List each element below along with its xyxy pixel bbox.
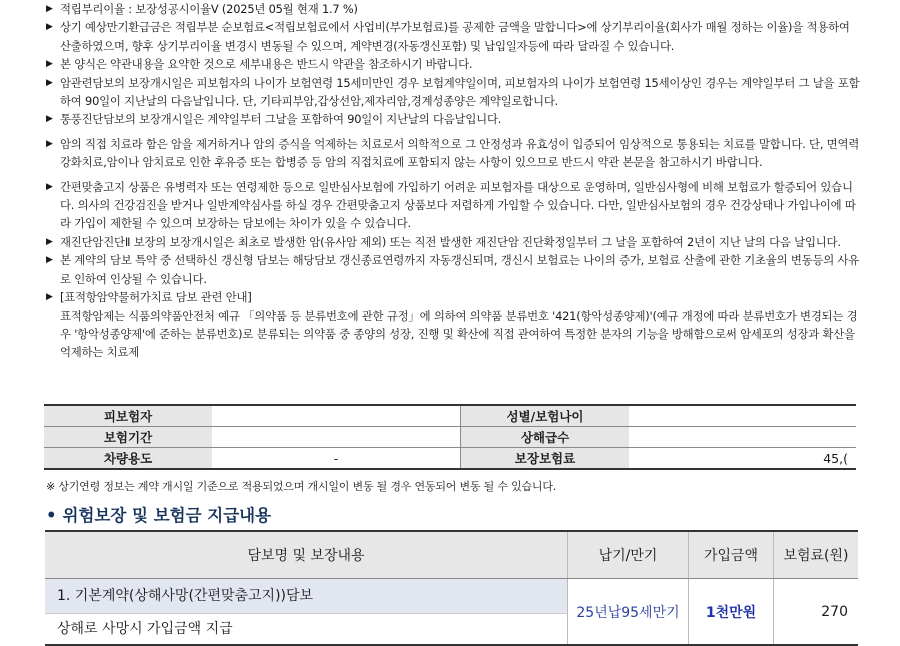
note-item: ▶ 본 양식은 약관내용을 요약한 것으로 세부내용은 반드시 약관을 참조하시기 바랍니다. — [42, 55, 860, 73]
footnote: ※ 상기연령 정보는 계약 개시일 기준으로 적용되었으며 개시일이 변동 될 경우 연동되어 변동 될 수 있습니다. — [46, 480, 557, 493]
triangle-bullet-icon: ▶ — [46, 77, 53, 88]
note-item: ▶ 상기 예상만기환급금은 적립부분 순보험료<적립보험료에서 사업비(부가보험료)를 공제한 금액을 말합니다>에 상기부리이율(회사가 매월 정하는 이율)을 적용하여 산출하였으며, 향후 상기부리이율 변경시 변동될 수 있으며, 계약변경(자동갱신포함) 및 납입일자등에 따라 달라질 수 있습니다. — [46, 20, 850, 53]
note-item: ▶ [표적항암약물허가치료 담보 관련 안내] — [42, 288, 860, 306]
triangle-bullet-icon: ▶ — [46, 236, 53, 247]
column-header: 가입금액 — [689, 531, 774, 579]
coverage-table — [45, 530, 858, 646]
row-label: 차량용도 — [44, 448, 212, 470]
bullet-icon: • — [46, 506, 57, 525]
column-header: 담보명 및 보장내용 — [45, 531, 568, 579]
row-value — [629, 427, 856, 448]
table-header-row — [45, 531, 858, 579]
coverage-cell — [45, 579, 568, 646]
term-cell: 25년납95세만기 — [568, 579, 689, 646]
note-item: ▶ 재진단암진단Ⅱ 보장의 보장개시일은 최초로 발생한 암(유사암 제외) 또는 직전 발생한 재진단암 진단확정일부터 그 날을 포함하여 2년이 지난 날의 다음 날입니다. — [42, 233, 860, 251]
row-label: 피보험자 — [44, 405, 212, 427]
table-row — [44, 448, 856, 470]
notes-list — [42, 0, 860, 362]
amount-cell: 1천만원 — [689, 579, 774, 646]
note-item: ▶ 간편맞춤고지 상품은 유병력자 또는 연령제한 등으로 일반심사보험에 가입하기 어려운 피보험자를 대상으로 운영하며, 일반심사형에 비해 보험료가 할증되어 있습니다. 의사의 건강검진을 받거나 일반계약심사를 하실 경우 간편맞춤고지 상품보다 저렴하게 가입할 수 있습니다. 다만, 일반심사보험의 경우 건강상태나 가입나이에 따라 가입이 제한될 수 있으며 보장하는 담보에는 차이가 있을 수 있습니다. — [46, 179, 856, 231]
note-item: ▶ 암관련담보의 보장개시일은 피보험자의 나이가 보험연령 15세미만인 경우 보험계약일이며, 피보험자의 나이가 보험연령 15세이상인 경우는 계약일부터 그 날을 포함하여 90일이 지난날의 다음날입니다. 단, 기타피부암,갑상선암,제자리암,경계성종양은 계약일로합니다. — [46, 75, 860, 109]
premium-value: 45,( — [629, 448, 856, 470]
insured-info-table — [44, 404, 856, 470]
note-item: ▶ 본 계약의 담보 특약 중 선택하신 갱신형 담보는 해당담보 갱신종료연령까지 자동갱신되며, 갱신시 보험료는 나이의 증가, 보험료 산출에 관한 기초율의 변동등의 사유로 인하여 인상될 수 있습니다. — [46, 253, 860, 286]
table-row — [45, 579, 858, 646]
premium-cell: 270 — [774, 579, 859, 646]
row-label: 상해급수 — [461, 427, 630, 448]
section-title — [46, 502, 271, 526]
triangle-bullet-icon: ▶ — [46, 292, 53, 303]
row-label: 보장보험료 — [461, 448, 630, 470]
triangle-bullet-icon: ▶ — [46, 181, 53, 192]
row-value — [212, 427, 461, 448]
row-label: 성별/보험나이 — [461, 405, 630, 427]
row-label: 보험기간 — [44, 427, 212, 448]
coverage-description: 상해로 사망시 가입금액 지급 — [45, 613, 567, 644]
row-value — [212, 405, 461, 427]
note-item: ▶ 적립부리이율 : 보장성공시이율Ⅴ (2025년 05월 현재 1.7 %) — [42, 0, 860, 18]
triangle-bullet-icon: ▶ — [46, 22, 53, 33]
table-row — [44, 427, 856, 448]
section-title-text: 위험보장 및 보험금 지급내용 — [62, 506, 272, 525]
note-item: ▶ 암의 직접 치료라 함은 암을 제거하거나 암의 증식을 억제하는 치료로서 의학적으로 그 안정성과 유효성이 입증되어 임상적으로 통용되는 치료를 말합니다. 단, 면역력 강화치료,암이나 암치료로 인한 후유증 또는 합병증 등 암의 직접치료에 포함되지 않는 사항이 있으므로 반드시 약관 본문을 참고하시기 바랍니다. — [46, 136, 860, 170]
row-value: - — [212, 448, 461, 470]
note-item: ▶ 통풍진단담보의 보장개시일은 계약일부터 그날을 포함하여 90일이 지난날의 다음날입니다. — [42, 110, 860, 128]
table-row — [44, 405, 856, 427]
coverage-name: 1. 기본계약(상해사망(간편맞춤고지))담보 — [45, 579, 567, 613]
column-header: 납기/만기 — [568, 531, 689, 579]
column-header: 보험료(원) — [774, 531, 859, 579]
triangle-bullet-icon: ▶ — [46, 4, 53, 14]
row-value — [629, 405, 856, 427]
triangle-bullet-icon: ▶ — [46, 59, 53, 70]
triangle-bullet-icon: ▶ — [46, 255, 53, 266]
note-item: 표적항암제는 식품의약품안전처 예규 「의약품 등 분류번호에 관한 규정」에 의하여 의약품 분류번호 '421(항악성종양제)'(예규 개정에 따라 분류번호가 변경되는 경우 '항악성종양제'에 준하는 분류번호)로 분류되는 의약품 중 종양의 성장, 진행 및 확산에 직접 관여하여 특정한 분자의 기능을 방해함으로써 암세포의 성장과 확산을 억제하는 치료제 — [60, 308, 858, 360]
triangle-bullet-icon: ▶ — [46, 114, 53, 125]
triangle-bullet-icon: ▶ — [46, 138, 53, 149]
